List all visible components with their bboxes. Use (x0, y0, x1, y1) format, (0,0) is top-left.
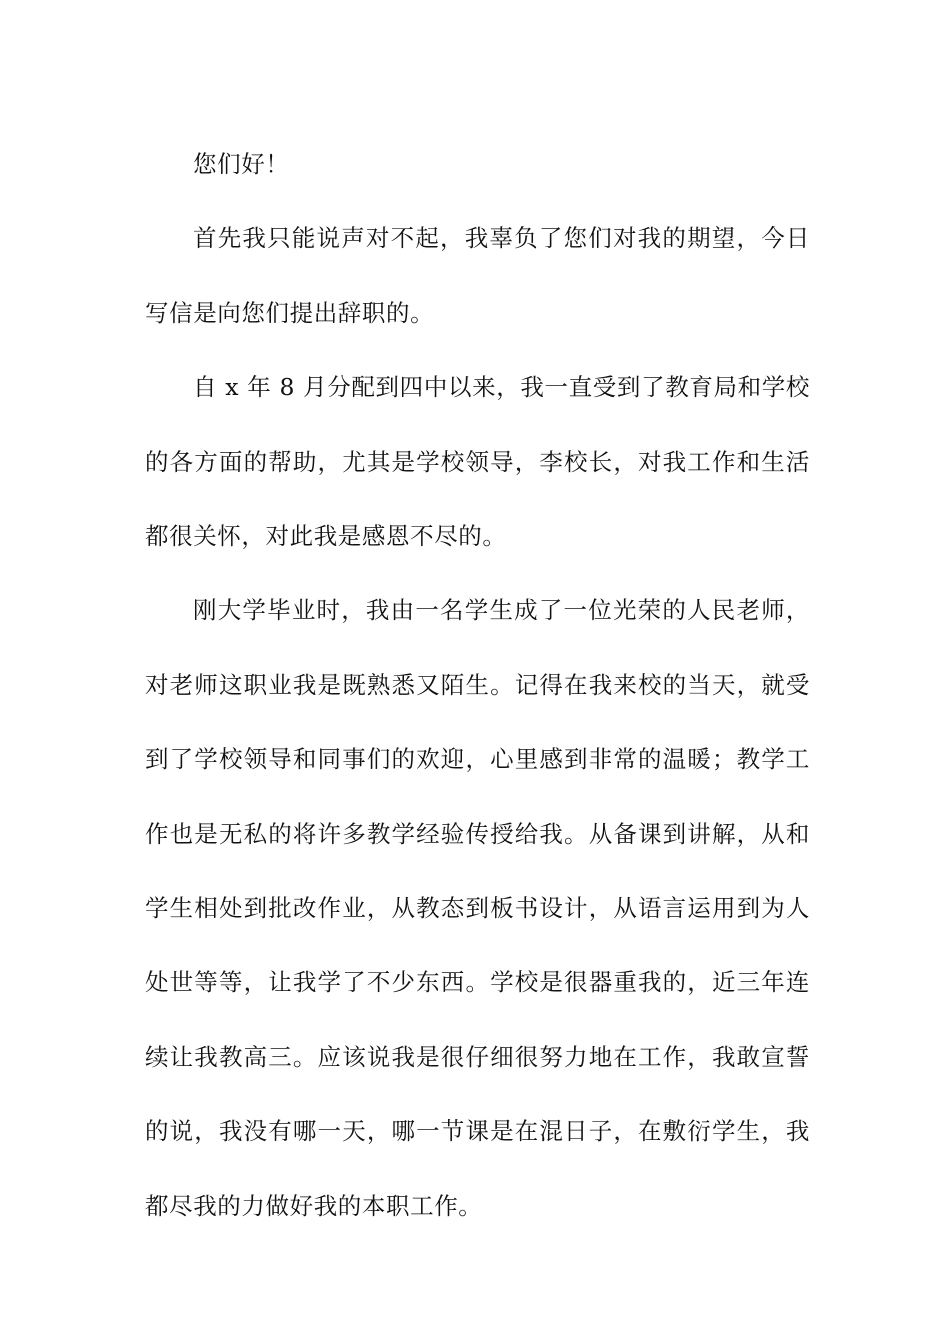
letter-body (145, 127, 810, 1243)
greeting-paragraph: 您们好！ (193, 150, 290, 178)
experience-paragraph: 刚大学毕业时，我由一名学生成了一位光荣的人民老师，对老师这职业我是既熟悉又陌生。记得在我来校的当天，就受到了学校领导和同事们的欢迎，心里感到非常的温暖；教学工作也是无私的将许多教学经验传授给我。从备课到讲解，从和学生相处到批改作业，从教态到板书设计，从语言运用到为人处世等等，让我学了不少东西。学校是很器重我的，近三年连续让我教高三。应该说我是很仔细很努力地在工作，我敢宣誓的说，我没有哪一天，哪一节课是在混日子，在敷衍学生，我都尽我的力做好我的本职工作。 (145, 596, 810, 1220)
apology-paragraph: 首先我只能说声对不起，我辜负了您们对我的期望，今日写信是向您们提出辞职的。 (145, 224, 810, 327)
gratitude-paragraph: 自 x 年 8 月分配到四中以来，我一直受到了教育局和学校的各方面的帮助，尤其是学校领导，李校长，对我工作和生活都很关怀，对此我是感恩不尽的。 (145, 373, 810, 551)
